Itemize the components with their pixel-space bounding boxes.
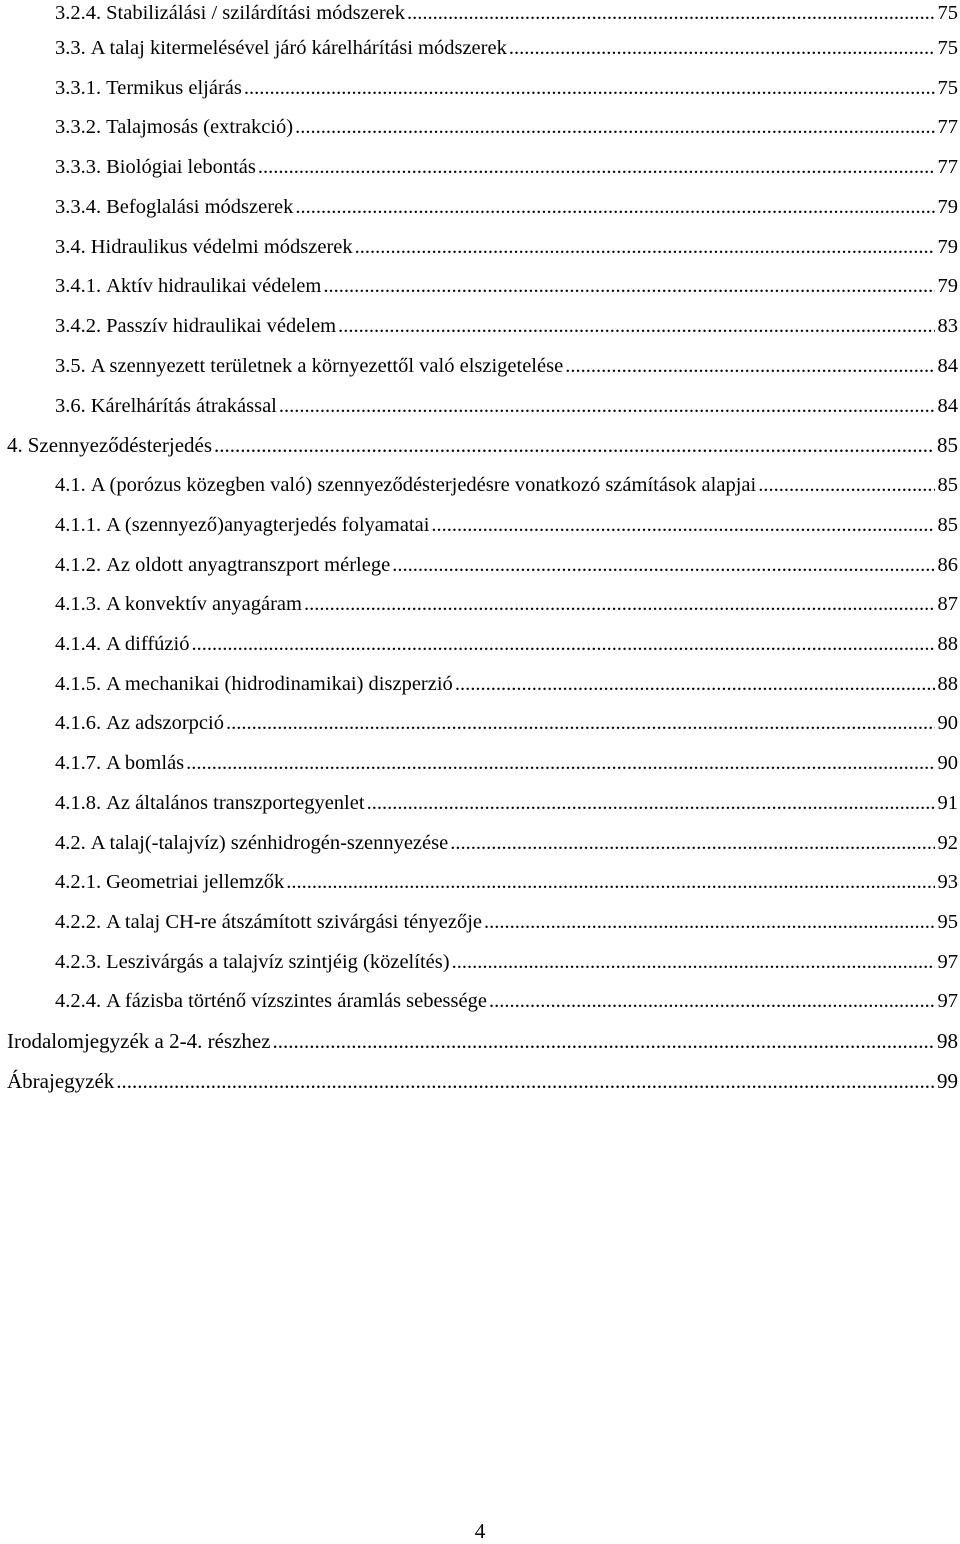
toc-entry[interactable] (55, 550, 958, 580)
toc-number: 4.1.8. (55, 792, 102, 814)
toc-title: A diffúzió (106, 633, 190, 655)
toc-entry[interactable] (55, 73, 958, 103)
toc-number: 3.2.4. (55, 2, 102, 24)
dot-leader (214, 430, 934, 460)
toc-title: Aktív hidraulikai védelem (106, 275, 322, 297)
dot-leader (286, 867, 934, 897)
toc-entry[interactable] (7, 430, 958, 460)
toc-title: A (szennyező)anyagterjedés folyamatai (106, 514, 430, 536)
toc-title: Leszivárgás a talajvíz szintjéig (közelítés) (106, 951, 450, 973)
toc-number: 4.2. (55, 832, 86, 854)
toc-number: 3.3.3. (55, 156, 102, 178)
toc-number: 4.1.6. (55, 712, 102, 734)
dot-leader (484, 907, 934, 937)
toc-number: 4.1.5. (55, 673, 102, 695)
toc-entry[interactable] (55, 33, 958, 63)
toc-entry[interactable] (55, 510, 958, 540)
dot-leader (455, 669, 935, 699)
toc-title: Kárelhárítás átrakással (90, 395, 277, 417)
toc-number: 3.3.1. (55, 77, 102, 99)
toc-page: 75 (937, 2, 958, 24)
toc-entry[interactable] (55, 589, 958, 619)
dot-leader (489, 986, 935, 1016)
toc-title: A konvektív anyagáram (106, 593, 302, 615)
toc-title: Ábrajegyzék (7, 1069, 115, 1093)
toc-number: 4.1.1. (55, 514, 102, 536)
toc-number: 3.4. (55, 236, 86, 258)
toc-page: 85 (937, 433, 958, 457)
toc-page: 79 (937, 236, 958, 258)
dot-leader (758, 470, 934, 500)
toc-page: 97 (937, 951, 958, 973)
toc-page: 90 (937, 752, 958, 774)
dot-leader (338, 311, 934, 341)
toc-number: 4.2.1. (55, 871, 102, 893)
toc-entry[interactable] (55, 907, 958, 937)
toc-number: 4. (7, 433, 23, 457)
toc-page: 86 (937, 554, 958, 576)
toc-page: 93 (937, 871, 958, 893)
toc-number: 3.3. (55, 37, 86, 59)
toc-page: 79 (937, 196, 958, 218)
toc-entry[interactable] (55, 748, 958, 778)
toc-title: A szennyezett területnek a környezettől való elszigetelése (90, 355, 564, 377)
toc-page: 83 (937, 315, 958, 337)
toc-number: 3.6. (55, 395, 86, 417)
toc-number: 4.1.2. (55, 554, 102, 576)
toc-page: 88 (937, 633, 958, 655)
dot-leader (258, 152, 935, 182)
dot-leader (407, 0, 935, 28)
toc-entry[interactable] (55, 867, 958, 897)
toc-entry[interactable] (55, 708, 958, 738)
toc-page: 84 (937, 395, 958, 417)
toc-entry[interactable] (55, 828, 958, 858)
toc-page: 91 (937, 792, 958, 814)
toc-title: Szennyeződésterjedés (27, 433, 213, 457)
toc-entry[interactable] (55, 788, 958, 818)
dot-leader (565, 351, 934, 381)
toc-number: 4.1.3. (55, 593, 102, 615)
toc-entry[interactable] (55, 271, 958, 301)
toc-number: 3.4.2. (55, 315, 102, 337)
toc-title: A fázisba történő vízszintes áramlás sebessége (106, 990, 487, 1012)
toc-page: 75 (937, 77, 958, 99)
toc-page: 77 (937, 116, 958, 138)
toc-title: A talaj kitermelésével járó kárelhárítási módszerek (90, 37, 507, 59)
dot-leader (431, 510, 934, 540)
toc-title: Az általános transzportegyenlet (106, 792, 365, 814)
toc-title: A talaj CH-re átszámított szivárgási tényezője (106, 911, 483, 933)
dot-leader (273, 1026, 934, 1056)
dot-leader (392, 550, 934, 580)
dot-leader (295, 112, 934, 142)
toc-title: Stabilizálási / szilárdítási módszerek (106, 2, 405, 24)
toc-entry[interactable] (55, 391, 958, 421)
page-number: 4 (474, 1519, 486, 1543)
toc-title: A talaj(-talajvíz) szénhidrogén-szennyezése (90, 832, 449, 854)
toc-entry[interactable] (55, 629, 958, 659)
toc-entry[interactable] (7, 1026, 958, 1056)
dot-leader (323, 271, 934, 301)
dot-leader (186, 748, 934, 778)
toc-entry[interactable] (55, 947, 958, 977)
toc-page: 75 (937, 37, 958, 59)
dot-leader (367, 788, 935, 818)
dot-leader (226, 708, 935, 738)
toc-page: 77 (937, 156, 958, 178)
toc-entry[interactable] (55, 311, 958, 341)
toc-title: Biológiai lebontás (106, 156, 256, 178)
toc-number: 3.4.1. (55, 275, 102, 297)
toc-page: 85 (937, 514, 958, 536)
dot-leader (244, 73, 935, 103)
toc-number: 3.5. (55, 355, 86, 377)
toc-page: 95 (937, 911, 958, 933)
toc-title: Termikus eljárás (106, 77, 242, 99)
toc-entry[interactable] (55, 112, 958, 142)
toc-page: 88 (937, 673, 958, 695)
toc-page: 92 (937, 832, 958, 854)
toc-page: 84 (937, 355, 958, 377)
toc-title: Geometriai jellemzők (106, 871, 285, 893)
toc-title: A (porózus közegben való) szennyeződésterjedésre vonatkozó számítások alapjai (90, 474, 757, 496)
toc-title: Talajmosás (extrakció) (106, 116, 294, 138)
toc-title: Hidraulikus védelmi módszerek (90, 236, 353, 258)
toc-entry[interactable] (55, 0, 958, 28)
toc-title: Passzív hidraulikai védelem (106, 315, 337, 337)
toc-title: Irodalomjegyzék a 2-4. részhez (7, 1029, 271, 1053)
dot-leader (191, 629, 934, 659)
dot-leader (304, 589, 935, 619)
toc-page: 85 (937, 474, 958, 496)
toc-title: A bomlás (106, 752, 185, 774)
toc-title: A mechanikai (hidrodinamikai) diszperzió (106, 673, 453, 695)
toc-title: Az oldott anyagtranszport mérlege (106, 554, 391, 576)
toc-number: 3.3.4. (55, 196, 102, 218)
dot-leader (295, 192, 934, 222)
toc-number: 4.2.3. (55, 951, 102, 973)
dot-leader (452, 947, 935, 977)
toc-entry[interactable] (55, 986, 958, 1016)
toc-number: 4.1. (55, 474, 86, 496)
toc-entry[interactable] (55, 669, 958, 699)
toc-number: 4.1.4. (55, 633, 102, 655)
toc-number: 4.1.7. (55, 752, 102, 774)
toc-page: 98 (937, 1029, 958, 1053)
toc-entry[interactable] (55, 152, 958, 182)
toc-page: 79 (937, 275, 958, 297)
toc-title: Befoglalási módszerek (106, 196, 294, 218)
toc-page: 99 (937, 1069, 958, 1093)
dot-leader (450, 828, 934, 858)
toc-number: 4.2.4. (55, 990, 102, 1012)
toc-page: 90 (937, 712, 958, 734)
toc-number: 4.2.2. (55, 911, 102, 933)
toc-title: Az adszorpció (106, 712, 224, 734)
dot-leader (509, 33, 935, 63)
toc-entry[interactable] (55, 232, 958, 262)
toc-page: 87 (937, 593, 958, 615)
dot-leader (116, 1066, 934, 1096)
toc-page: 97 (937, 990, 958, 1012)
dot-leader (279, 391, 935, 421)
toc-number: 3.3.2. (55, 116, 102, 138)
dot-leader (355, 232, 935, 262)
toc-entry[interactable] (7, 1066, 958, 1096)
toc-entry[interactable] (55, 192, 958, 222)
toc-entry[interactable] (55, 351, 958, 381)
toc-entry[interactable] (55, 470, 958, 500)
